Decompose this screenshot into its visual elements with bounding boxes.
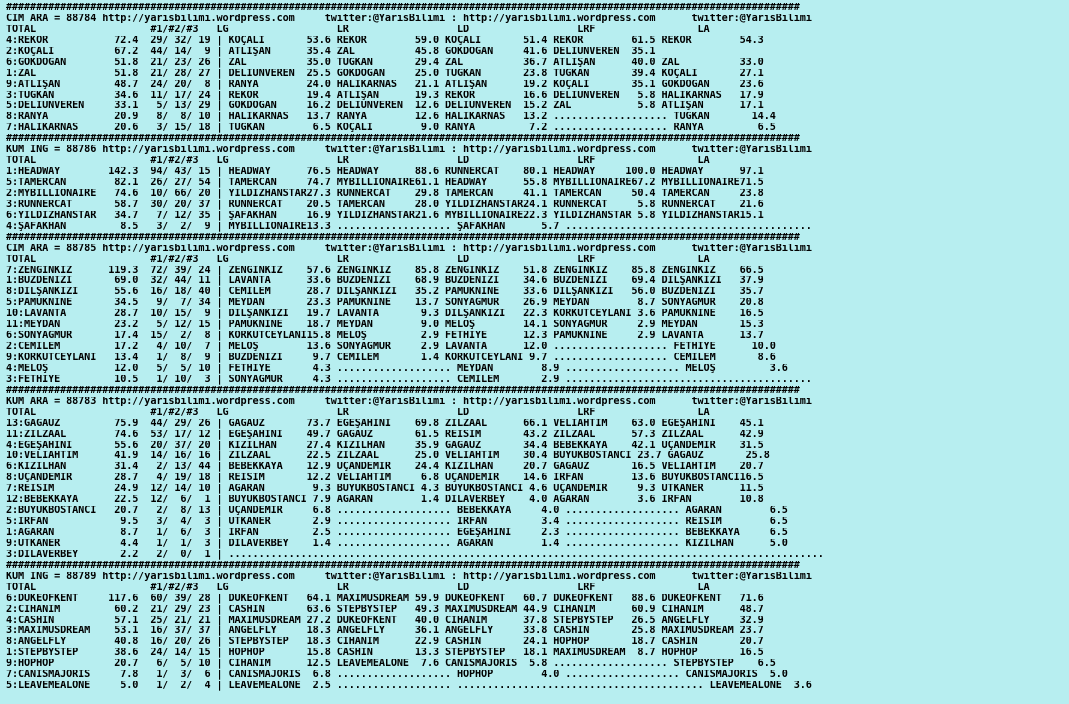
column-header-line: TOTAL #1/#2/#3 LG LR LD LRF LA [6, 254, 710, 265]
column-header-line: TOTAL #1/#2/#3 LG LR LD LRF LA [6, 156, 710, 167]
column-header-line: TOTAL #1/#2/#3 LG LR LD LRF LA [6, 582, 710, 593]
result-line: 8:RANYA 20.9 8/ 8/ 10 | HALİKARNAS 13.7 RANYA 12.6 HALİKARNAS 13.2 ................... TUĞKAN 14.4 [6, 112, 776, 123]
result-line: 1:AĞARAN 8.7 1/ 6/ 3 | İRFAN 2.5 ................... EGEŞAHİNİ 2.3 ................... BEBEKKAYA 6.5 [6, 528, 788, 538]
result-line: 13:GAGAUZ 75.9 44/ 29/ 26 | GAGAUZ 73.7 EGEŞAHİNİ 69.8 ZİLZAAL 66.1 VELİAHTIM 63.0 EGEŞAHİNİ 45.1 [6, 418, 764, 429]
result-line: 5:DELİÜNVEREN 33.1 5/ 13/ 29 | GÖKDOĞAN 16.2 DELİÜNVEREN 12.6 DELİÜNVEREN 15.2 ZAL 5.8 ATLIŞAN 17.1 [6, 101, 764, 112]
separator-line: #################################################################################################################################### [6, 3, 800, 13]
race-header-line: KUM ING = 88786 http://yarisbilimi.wordpress.com twitter:@YarisBilimi : http://yarisbilimi.wordpress.com twitter:@YarisBilimi [6, 145, 812, 156]
separator-line: #################################################################################################################################### [6, 134, 800, 145]
column-header-line: TOTAL #1/#2/#3 LG LR LD LRF LA [6, 24, 710, 35]
result-line: 4:EGEŞAHİNİ 55.6 20/ 37/ 20 | KIZILHAN 27.4 KIZILHAN 35.9 GAGAUZ 34.4 BEBEKKAYA 42.1 UÇANDEMİR 31.5 [6, 440, 764, 451]
result-line: 2:CEMİLEM 17.2 4/ 10/ 7 | MELOŞ 13.6 SONYAĞMUR 2.9 LAVANTA 12.0 ................... FETHİYE 10.0 [6, 342, 776, 353]
result-line: 2:BÜYÜKBOSTANCI 20.7 2/ 8/ 13 | UÇANDEMİR 6.8 ................... BEBEKKAYA 4.0 ................... AĞARAN 6.5 [6, 506, 788, 517]
result-line: 3:TUĞKAN 34.6 11/ 17/ 24 | REKOR 19.4 ATLIŞAN 19.3 REKOR 16.6 DELİÜNVEREN 5.8 HALİKARNAS 17.9 [6, 90, 764, 101]
race-header-line: KUM ING = 88789 http://yarisbilimi.wordpress.com twitter:@YarisBilimi : http://yarisbilimi.wordpress.com twitter:@YarisBilimi [6, 571, 812, 582]
result-line: 6:KIZILHAN 31.4 2/ 13/ 44 | BEBEKKAYA 12.9 UÇANDEMİR 24.4 KIZILHAN 20.7 GAGAUZ 16.5 VELİAHTIM 20.7 [6, 462, 764, 473]
result-line: 2:KOÇALİ 67.2 44/ 14/ 9 | ATLIŞAN 35.4 ZAL 45.8 GÖKDOĞAN 41.6 DELİÜNVEREN 35.1 [6, 46, 656, 57]
result-line: 11:MEYDAN 23.2 5/ 12/ 15 | PAMUKNİNE 18.7 MEYDAN 9.0 MELOŞ 14.1 SONYAĞMUR 2.9 MEYDAN 15.3 [6, 320, 764, 331]
race-results-listing [6, 3, 824, 692]
result-line: 4:ŞAFAKHAN 8.5 3/ 2/ 9 | MYBILLIONAIRE13.3 ................... ŞAFAKHAN 5.7 ......................................... [6, 221, 812, 232]
result-line: 6:GÖKDOĞAN 51.8 21/ 23/ 26 | ZAL 35.0 TUĞKAN 29.4 ZAL 36.7 ATLIŞAN 40.0 ZAL 33.0 [6, 57, 764, 68]
result-line: 6:YILDIZHANSTAR 34.7 7/ 12/ 35 | ŞAFAKHAN 16.9 YILDIZHANSTAR21.6 MYBILLIONAIRE22.3 YILDIZHANSTAR 5.8 YILDIZHANSTAR15.1 [6, 210, 764, 221]
result-line: 6:SONYAĞMUR 17.4 15/ 2/ 8 | KORKUTCEYLANI15.8 MELOŞ 2.9 FETHİYE 12.3 PAMUKNİNE 2.9 LAVANTA 13.7 [6, 331, 764, 342]
result-line: 8:DİLŞANKIZI 55.6 16/ 18/ 40 | CEMİLEM 28.7 DİLŞANKIZI 35.2 PAMUKNİNE 33.6 DİLŞANKIZI 56.0 BUZDENİZİ 35.7 [6, 287, 764, 298]
result-line: 7:REİSİM 24.9 12/ 14/ 10 | AĞARAN 9.3 BÜYÜKBOSTANCI 4.3 BÜYÜKBOSTANCI 4.6 UÇANDEMİR 9.3 UTKANER 11.5 [6, 484, 764, 495]
result-line: 9:UTKANER 4.4 1/ 1/ 3 | DİLAVERBEY 1.4 ................... AĞARAN 1.4 ................... KIZILHAN 5.0 [6, 538, 788, 549]
result-line: 9:HOPHOP 20.7 6/ 5/ 10 | CİHANIM 12.5 LEAVEMEALONE 7.6 CANISMAJORIS 5.8 ................... STEPBYSTEP 6.5 [6, 659, 776, 670]
result-line: 7:HALİKARNAS 20.6 3/ 15/ 18 | TUĞKAN 6.5 KOÇALİ 9.0 RANYA 7.2 ................... RANYA 6.5 [6, 123, 776, 134]
result-line: 5:LEAVEMEALONE 5.0 1/ 2/ 4 | LEAVEMEALONE 2.5 ................... ......................................... LEAVEMEALONE 3.6 [6, 681, 812, 692]
column-header-line: TOTAL #1/#2/#3 LG LR LD LRF LA [6, 407, 710, 418]
result-line: 1:STEPBYSTEP 38.6 24/ 14/ 15 | HOPHOP 15.8 CASHIN 13.3 STEPBYSTEP 18.1 MAXIMUSDREAM 8.7 HOPHOP 16.5 [6, 648, 764, 659]
result-line: 9:ATLIŞAN 48.7 24/ 20/ 8 | RANYA 24.0 HALİKARNAS 21.1 ATLIŞAN 19.2 KOÇALİ 35.1 GÖKDOĞAN 23.6 [6, 79, 764, 90]
result-line: 10:LAVANTA 28.7 10/ 15/ 9 | DİLŞANKIZI 19.7 LAVANTA 9.3 DİLŞANKIZI 22.3 KORKUTCEYLANI 3.6 PAMUKNİNE 16.5 [6, 309, 764, 320]
result-line: 6:DUKEOFKENT 117.6 60/ 39/ 28 | DUKEOFKENT 64.1 MAXIMUSDREAM 59.9 DUKEOFKENT 60.7 DUKEOFKENT 88.6 DUKEOFKENT 71.6 [6, 593, 764, 604]
result-line: 10:VELİAHTIM 41.9 14/ 16/ 16 | ZİLZAAL 22.5 ZİLZAAL 25.0 VELİAHTIM 30.4 BÜYÜKBOSTANCI 23.7 GAGAUZ 25.8 [6, 451, 770, 462]
result-line: 3:DİLAVERBEY 2.2 2/ 0/ 1 | ................................................................................................... [6, 549, 824, 560]
result-line: 4:CASHIN 57.1 25/ 21/ 21 | MAXIMUSDREAM 27.2 DUKEOFKENT 40.0 CİHANIM 37.8 STEPBYSTEP 26.5 ANGELFLY 32.9 [6, 615, 764, 626]
separator-line: #################################################################################################################################### [6, 385, 800, 396]
result-line: 5:İRFAN 9.5 3/ 4/ 3 | UTKANER 2.9 ................... İRFAN 3.4 ................... REİSİM 6.5 [6, 517, 788, 528]
result-line: 12:BEBEKKAYA 22.5 12/ 6/ 1 | BÜYÜKBOSTANCI 7.9 AĞARAN 1.4 DİLAVERBEY 4.0 AĞARAN 3.6 İRFAN 10.8 [6, 495, 764, 506]
result-line: 9:KORKUTCEYLANI 13.4 1/ 8/ 9 | BUZDENİZİ 9.7 CEMİLEM 1.4 KORKUTCEYLANI 9.7 ................... CEMİLEM 8.6 [6, 353, 776, 363]
result-line: 4:MELOŞ 12.0 5/ 5/ 10 | FETHİYE 4.3 ................... MEYDAN 8.9 ................... MELOŞ 3.6 [6, 363, 788, 374]
separator-line: #################################################################################################################################### [6, 560, 800, 571]
result-line: 3:FETHİYE 10.5 1/ 10/ 3 | SONYAĞMUR 4.3 ................... CEMİLEM 2.9 ......................................... [6, 374, 812, 385]
result-line: 8:ANGELFLY 40.8 16/ 20/ 26 | STEPBYSTEP 18.3 CİHANIM 22.9 CASHIN 24.1 HOPHOP 18.7 CASHIN 20.7 [6, 637, 764, 648]
result-line: 2:CİHANIM 60.2 21/ 29/ 23 | CASHIN 63.6 STEPBYSTEP 49.3 MAXIMUSDREAM 44.9 CİHANIM 60.9 CİHANIM 48.7 [6, 604, 764, 615]
result-line: 1:BUZDENİZİ 69.0 32/ 44/ 11 | LAVANTA 33.6 BUZDENİZİ 68.9 BUZDENİZİ 34.6 BUZDENİZİ 69.4 DİLŞANKIZI 37.9 [6, 276, 764, 287]
result-line: 7:ZENGİNKIZ 119.3 72/ 39/ 24 | ZENGİNKIZ 57.6 ZENGİNKIZ 85.8 ZENGİNKIZ 51.8 ZENGİNKIZ 85.8 ZENGİNKIZ 66.5 [6, 265, 764, 276]
result-line: 4:REKOR 72.4 29/ 32/ 19 | KOÇALİ 53.6 REKOR 59.0 KOÇALİ 51.4 REKOR 61.5 REKOR 54.3 [6, 35, 764, 46]
result-line: 5:TAMERCAN 82.1 26/ 27/ 54 | TAMERCAN 74.7 MYBILLIONAIRE61.1 HEADWAY 55.8 MYBILLIONAIRE67.2 MYBILLIONAIRE71.5 [6, 178, 764, 188]
result-line: 1:HEADWAY 142.3 94/ 43/ 15 | HEADWAY 76.5 HEADWAY 88.6 RUNNERCAT 80.1 HEADWAY 100.0 HEADWAY 97.1 [6, 167, 764, 178]
result-line: 3:RUNNERCAT 58.7 30/ 20/ 37 | RUNNERCAT 20.5 TAMERCAN 28.0 YILDIZHANSTAR24.1 RUNNERCAT 5.8 RUNNERCAT 21.6 [6, 199, 764, 210]
race-header-line: KUM ARA = 88783 http://yarisbilimi.wordpress.com twitter:@YarisBilimi : http://yarisbilimi.wordpress.com twitter:@YarisBilimi [6, 396, 812, 407]
result-line: 1:ZAL 51.8 21/ 28/ 27 | DELİÜNVEREN 25.5 GÖKDOĞAN 25.0 TUĞKAN 23.8 TUĞKAN 39.4 KOÇALİ 27.1 [6, 68, 764, 79]
race-header-line: CIM ARA = 88784 http://yarisbilimi.wordpress.com twitter:@YarisBilimi : http://yarisbilimi.wordpress.com twitter:@YarisBilimi [6, 13, 812, 24]
result-line: 2:MYBILLIONAIRE 74.6 10/ 66/ 20 | YILDIZHANSTAR27.3 RUNNERCAT 29.8 TAMERCAN 41.1 TAMERCAN 50.4 TAMERCAN 23.8 [6, 188, 764, 199]
race-header-line: CIM ARA = 88785 http://yarisbilimi.wordpress.com twitter:@YarisBilimi : http://yarisbilimi.wordpress.com twitter:@YarisBilimi [6, 243, 812, 254]
result-line: 7:CANISMAJORIS 7.8 1/ 3/ 6 | CANISMAJORIS 6.8 ................... HOPHOP 4.0 ................... CANISMAJORIS 5.0 [6, 670, 788, 681]
result-line: 11:ZİLZAAL 74.6 53/ 17/ 12 | EGEŞAHİNİ 49.7 GAGAUZ 61.5 REİSİM 43.2 ZİLZAAL 57.3 ZİLZAAL 42.9 [6, 429, 764, 440]
result-line: 5:PAMUKNİNE 34.5 9/ 7/ 34 | MEYDAN 23.3 PAMUKNİNE 13.7 SONYAĞMUR 26.9 MEYDAN 8.7 SONYAĞMUR 20.8 [6, 298, 764, 309]
result-line: 8:UÇANDEMİR 28.7 4/ 19/ 18 | REİSİM 12.2 VELİAHTIM 6.8 UÇANDEMİR 14.6 İRFAN 13.6 BÜYÜKBOSTANCI16.5 [6, 473, 764, 484]
separator-line: #################################################################################################################################### [6, 232, 800, 243]
result-line: 3:MAXIMUSDREAM 53.1 16/ 37/ 37 | ANGELFLY 18.3 ANGELFLY 36.1 ANGELFLY 33.8 CASHIN 25.8 MAXIMUSDREAM 23.7 [6, 626, 764, 637]
